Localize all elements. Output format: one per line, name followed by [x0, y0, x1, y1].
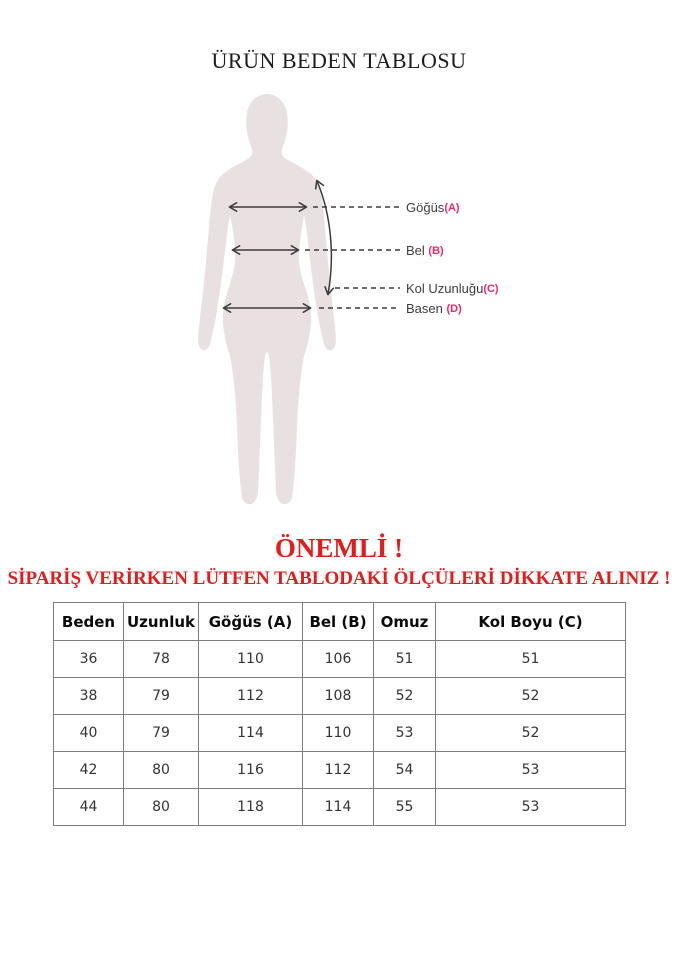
column-header-beden: Beden [54, 603, 124, 641]
measurement-name: Kol Uzunluğu [406, 281, 484, 296]
table-cell: 42 [54, 752, 124, 789]
table-cell: 79 [124, 715, 199, 752]
measurement-key: (C) [483, 283, 499, 295]
measurement-label-chest [406, 200, 460, 216]
table-cell: 40 [54, 715, 124, 752]
table-cell: 114 [303, 789, 374, 826]
table-header-row [54, 603, 626, 641]
column-header-bel: Bel (B) [303, 603, 374, 641]
table-cell: 106 [303, 641, 374, 678]
page-title: ÜRÜN BEDEN TABLOSU [211, 48, 467, 73]
important-heading: ÖNEMLİ ! [274, 533, 404, 563]
table-cell: 38 [54, 678, 124, 715]
table-row [54, 752, 626, 789]
table-cell: 80 [124, 789, 199, 826]
measurement-name: Bel [406, 243, 429, 258]
table-cell: 53 [374, 715, 436, 752]
table-cell: 110 [199, 641, 303, 678]
table-row [54, 678, 626, 715]
table-cell: 110 [303, 715, 374, 752]
table-cell: 36 [54, 641, 124, 678]
column-header-omuz: Omuz [374, 603, 436, 641]
column-header-gogus: Göğüs (A) [199, 603, 303, 641]
measurement-key: (A) [444, 202, 460, 214]
table-cell: 112 [303, 752, 374, 789]
measurement-key: (B) [428, 245, 444, 257]
measurement-name: Göğüs [406, 200, 445, 215]
table-cell: 118 [199, 789, 303, 826]
table-row [54, 715, 626, 752]
table-cell: 79 [124, 678, 199, 715]
table-cell: 51 [374, 641, 436, 678]
table-cell: 116 [199, 752, 303, 789]
column-header-kol-boyu: Kol Boyu (C) [436, 603, 626, 641]
table-cell: 55 [374, 789, 436, 826]
table-cell: 54 [374, 752, 436, 789]
table-row [54, 789, 626, 826]
size-table [53, 602, 626, 826]
table-row [54, 641, 626, 678]
measurement-label-waist [406, 243, 444, 259]
table-cell: 52 [436, 715, 626, 752]
table-cell: 53 [436, 789, 626, 826]
measurement-key: (D) [446, 303, 462, 315]
column-header-uzunluk: Uzunluk [124, 603, 199, 641]
table-cell: 108 [303, 678, 374, 715]
warning-text: SİPARİŞ VERİRKEN LÜTFEN TABLODAKİ ÖLÇÜLERİ DİKKATE ALINIZ ! [7, 568, 671, 589]
table-cell: 78 [124, 641, 199, 678]
measurement-name: Basen [406, 301, 447, 316]
table-cell: 112 [199, 678, 303, 715]
female-body-silhouette [198, 94, 336, 504]
table-cell: 52 [374, 678, 436, 715]
table-cell: 53 [436, 752, 626, 789]
table-cell: 52 [436, 678, 626, 715]
table-cell: 51 [436, 641, 626, 678]
table-cell: 114 [199, 715, 303, 752]
table-cell: 80 [124, 752, 199, 789]
table-cell: 44 [54, 789, 124, 826]
measurement-label-hip [406, 301, 462, 317]
measurement-label-arm-length [406, 281, 499, 297]
